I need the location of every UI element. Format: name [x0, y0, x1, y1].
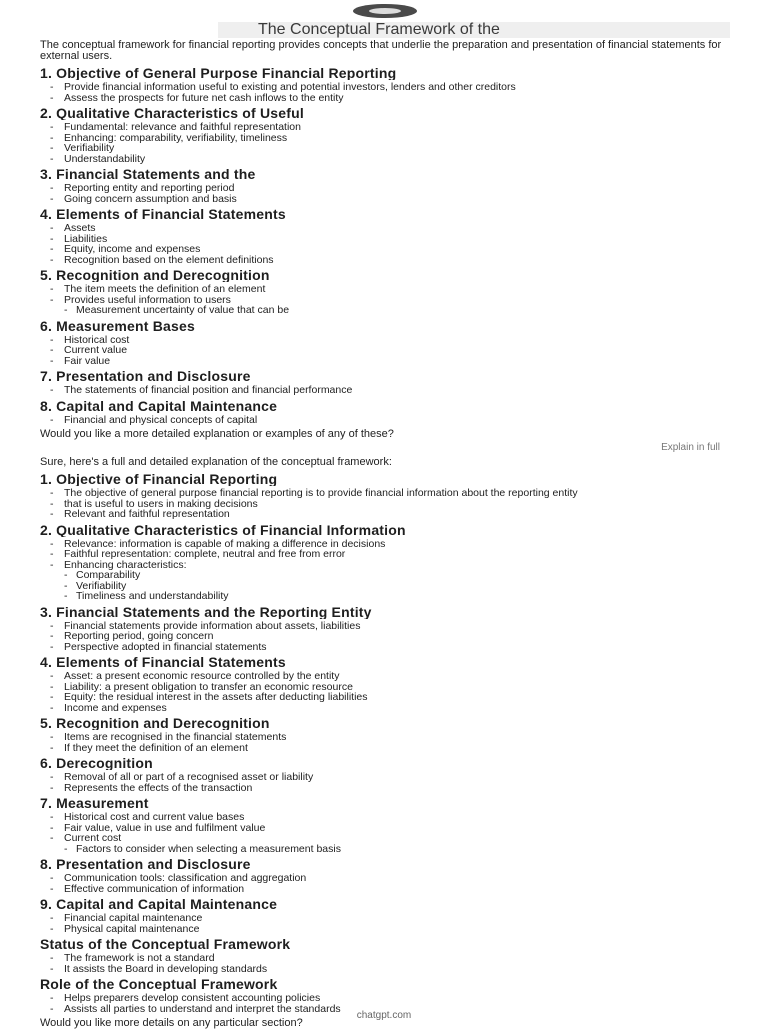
- list-item: - Effective communication of information: [50, 884, 730, 895]
- explain-in-full-button[interactable]: Explain in full: [661, 442, 720, 453]
- section-title: 4. Elements of Financial Statements: [40, 655, 286, 669]
- section-title: 8. Presentation and Disclosure: [40, 857, 251, 871]
- list-item: - Current value: [50, 345, 730, 356]
- bullet-list: [40, 812, 730, 854]
- list-item: - Financial capital maintenance: [50, 913, 730, 924]
- section: [40, 857, 730, 894]
- list-item: - Relevance: information is capable of making a difference in decisions: [50, 539, 730, 550]
- section-title: 7. Presentation and Disclosure: [40, 369, 251, 383]
- section: [40, 937, 730, 974]
- list-item: - Recognition based on the element definitions: [50, 255, 730, 266]
- section-title: 4. Elements of Financial Statements: [40, 207, 286, 221]
- intro-paragraph: The conceptual framework for financial reporting provides concepts that underlie the preparation and presentation of financial statements for external users.: [40, 39, 722, 62]
- top-sections: [40, 66, 730, 425]
- section: [40, 268, 730, 316]
- bullet-list: [40, 539, 730, 602]
- list-item: - Provides useful information to users: [50, 295, 730, 306]
- list-item: - Fair value: [50, 356, 730, 367]
- sub-list-item: - Measurement uncertainty of value that can be: [50, 305, 730, 316]
- list-item: - Liabilities: [50, 234, 730, 245]
- sub-list-item: - Verifiability: [50, 581, 730, 592]
- list-item: - Enhancing characteristics:: [50, 560, 730, 571]
- list-item: - Equity: the residual interest in the assets after deducting liabilities: [50, 692, 730, 703]
- section: [40, 66, 730, 103]
- list-item: - Fundamental: relevance and faithful representation: [50, 122, 730, 133]
- bullet-list: [40, 82, 730, 103]
- bullet-list: [40, 335, 730, 367]
- list-item: - Income and expenses: [50, 703, 730, 714]
- section: [40, 716, 730, 753]
- bullet-list: [40, 385, 730, 396]
- section-title: 2. Qualitative Characteristics of Useful: [40, 106, 304, 120]
- list-item: - Represents the effects of the transaction: [50, 783, 730, 794]
- section: [40, 207, 730, 265]
- list-item: - It assists the Board in developing standards: [50, 964, 730, 975]
- list-item: - Reporting entity and reporting period: [50, 183, 730, 194]
- list-item: - Financial and physical concepts of capital: [50, 415, 730, 426]
- list-item: - If they meet the definition of an element: [50, 743, 730, 754]
- bullet-list: [40, 122, 730, 164]
- bullet-list: [40, 953, 730, 974]
- section-title: 2. Qualitative Characteristics of Financial Information: [40, 522, 406, 537]
- section-title: 6. Measurement Bases: [40, 318, 195, 333]
- document-page: [40, 4, 730, 1033]
- bullet-list: [40, 183, 730, 204]
- section-title: 3. Financial Statements and the Reporting Entity: [40, 604, 372, 619]
- list-item: - Liability: a present obligation to transfer an economic resource: [50, 682, 730, 693]
- bullet-list: [40, 284, 730, 316]
- list-item: - Assets: [50, 223, 730, 234]
- detailed-intro: Sure, here's a full and detailed explanation of the conceptual framework:: [40, 456, 392, 468]
- list-item: - The framework is not a standard: [50, 953, 730, 964]
- section: [40, 605, 730, 653]
- section: [40, 399, 730, 426]
- section-title: 8. Capital and Capital Maintenance: [40, 398, 278, 413]
- section: [40, 796, 730, 854]
- list-item: - Historical cost and current value bases: [50, 812, 730, 823]
- list-item: - Fair value, value in use and fulfilment value: [50, 823, 730, 834]
- sub-list-item: - Timeliness and understandability: [50, 591, 730, 602]
- section-title: 7. Measurement: [40, 796, 149, 810]
- section-title: Status of the Conceptual Framework: [40, 937, 291, 951]
- sub-list-item: - Comparability: [50, 570, 730, 581]
- list-item: - Financial statements provide information about assets, liabilities: [50, 621, 730, 632]
- list-item: - Historical cost: [50, 335, 730, 346]
- section: [40, 106, 730, 164]
- list-item: - Current cost: [50, 833, 730, 844]
- section-title: 6. Derecognition: [40, 756, 153, 770]
- section: [40, 369, 730, 396]
- page-banner: The Conceptual Framework of the: [218, 22, 730, 38]
- list-item: - Equity, income and expenses: [50, 244, 730, 255]
- section: [40, 655, 730, 713]
- list-item: - Understandability: [50, 154, 730, 165]
- list-item: - Communication tools: classification and aggregation: [50, 873, 730, 884]
- section-title: 1. Objective of Financial Reporting: [40, 472, 278, 486]
- bullet-list: [40, 732, 730, 753]
- section-title: Role of the Conceptual Framework: [40, 977, 278, 991]
- bullet-list: [40, 913, 730, 934]
- list-item: - Verifiability: [50, 143, 730, 154]
- bullet-list: [40, 223, 730, 265]
- follow-up-question: Would you like a more detailed explanation or examples of any of these?: [40, 428, 394, 440]
- list-item: - Perspective adopted in financial statements: [50, 642, 730, 653]
- list-item: - Reporting period, going concern: [50, 631, 730, 642]
- section: [40, 523, 730, 602]
- bullet-list: [40, 415, 730, 426]
- section-title: 5. Recognition and Derecognition: [40, 268, 270, 282]
- bullet-list: [40, 621, 730, 653]
- list-item: - that is useful to users in making decisions: [50, 499, 730, 510]
- list-item: - The statements of financial position and financial performance: [50, 385, 730, 396]
- list-item: - Going concern assumption and basis: [50, 194, 730, 205]
- section: [40, 472, 730, 520]
- logo-icon: [353, 4, 417, 18]
- section-title: 1. Objective of General Purpose Financial Reporting: [40, 66, 397, 80]
- list-item: - Asset: a present economic resource controlled by the entity: [50, 671, 730, 682]
- list-item: - Relevant and faithful representation: [50, 509, 730, 520]
- section: [40, 756, 730, 793]
- closing-question: Would you like more details on any particular section?: [40, 1017, 303, 1029]
- list-item: - Removal of all or part of a recognised asset or liability: [50, 772, 730, 783]
- section-title: 9. Capital and Capital Maintenance: [40, 897, 278, 911]
- list-item: - Items are recognised in the financial statements: [50, 732, 730, 743]
- section-title: 5. Recognition and Derecognition: [40, 716, 270, 730]
- bullet-list: [40, 671, 730, 713]
- list-item: - Physical capital maintenance: [50, 924, 730, 935]
- list-item: - Enhancing: comparability, verifiability, timeliness: [50, 133, 730, 144]
- bottom-sections: [40, 472, 730, 1014]
- list-item: - Faithful representation: complete, neutral and free from error: [50, 549, 730, 560]
- section: [40, 319, 730, 367]
- section: [40, 167, 730, 204]
- list-item: - Assists all parties to understand and interpret the standards: [50, 1004, 730, 1015]
- list-item: - Helps preparers develop consistent accounting policies: [50, 993, 730, 1004]
- bullet-list: [40, 488, 730, 520]
- page-footer: chatgpt.com: [356, 1010, 412, 1021]
- list-item: - The objective of general purpose financial reporting is to provide financial information about the reporting entity: [50, 488, 730, 499]
- bullet-list: [40, 772, 730, 793]
- list-item: - Provide financial information useful to existing and potential investors, lenders and other creditors: [50, 82, 730, 93]
- section: [40, 897, 730, 934]
- list-item: - Assess the prospects for future net cash inflows to the entity: [50, 93, 730, 104]
- list-item: - The item meets the definition of an element: [50, 284, 730, 295]
- section: [40, 977, 730, 1014]
- sub-list-item: - Factors to consider when selecting a measurement basis: [50, 844, 730, 855]
- section-title: 3. Financial Statements and the: [40, 167, 256, 181]
- bullet-list: [40, 873, 730, 894]
